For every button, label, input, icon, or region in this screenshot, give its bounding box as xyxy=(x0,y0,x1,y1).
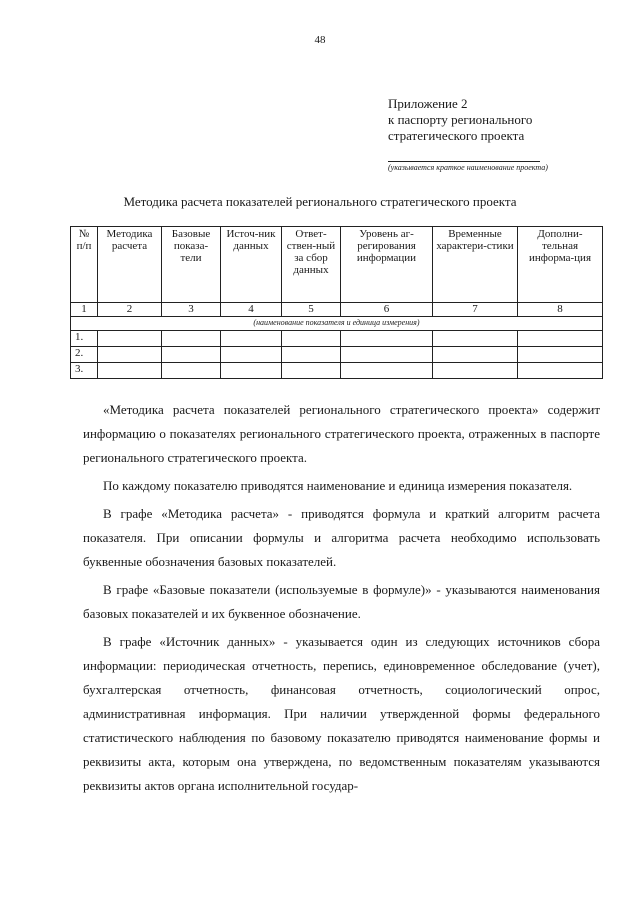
appendix-title: Приложение 2 xyxy=(388,96,468,111)
column-number: 5 xyxy=(282,303,341,317)
table-cell xyxy=(341,347,433,363)
page-number: 48 xyxy=(314,34,326,46)
indicator-note-row xyxy=(71,317,603,331)
table-cell xyxy=(98,363,162,379)
table-row xyxy=(71,331,603,347)
column-number: 4 xyxy=(221,303,282,317)
table-header-cell: Источ-ник данных xyxy=(221,227,282,303)
table-header-cell: Уровень аг-регирования информации xyxy=(341,227,433,303)
table-cell xyxy=(98,347,162,363)
table-row xyxy=(71,347,603,363)
column-number: 6 xyxy=(341,303,433,317)
paragraph: В графе «Источник данных» - указывается один из следующих источников сбора информации: периодическая отчетность, перепись, единовременное обследование (учет), бухгалтерская отчетность, финансовая отчетность, социологический опрос, административная информация. При наличии утвержденной формы федерального статистического наблюдения по базовому показателю приводятся наименование формы и реквизиты акта, которым она утверждена, по ведомственным показателям указываются реквизиты актов органа исполнительной государ- xyxy=(83,634,600,793)
column-number: 7 xyxy=(433,303,518,317)
table-cell xyxy=(341,331,433,347)
row-number: 2. xyxy=(71,347,98,363)
table-header-cell: Базовые показа-тели xyxy=(162,227,221,303)
indicator-note: (наименование показателя и единица измерения) xyxy=(71,317,603,331)
table-row xyxy=(71,363,603,379)
table-header-row xyxy=(71,227,603,303)
table-cell xyxy=(518,331,603,347)
column-number-row xyxy=(71,303,603,317)
body-text xyxy=(83,398,600,802)
table-cell xyxy=(221,347,282,363)
project-name-line xyxy=(388,161,540,162)
paragraph: По каждому показателю приводятся наименование и единица измерения показателя. xyxy=(103,478,573,493)
column-number: 8 xyxy=(518,303,603,317)
table-cell xyxy=(518,363,603,379)
appendix-line: стратегического проекта xyxy=(388,128,525,143)
row-number: 3. xyxy=(71,363,98,379)
appendix-block xyxy=(388,96,532,144)
methodology-table xyxy=(70,226,603,379)
table-cell xyxy=(433,363,518,379)
table-cell xyxy=(282,363,341,379)
column-number: 3 xyxy=(162,303,221,317)
table-cell xyxy=(282,331,341,347)
paragraph: В графе «Методика расчета» - приводятся формула и краткий алгоритм расчета показателя. При описании формулы и алгоритма расчета необходимо использовать буквенные обозначения базовых показателей. xyxy=(83,506,600,569)
paragraph: «Методика расчета показателей регионального стратегического проекта» содержит информацию о показателях регионального стратегического проекта, отраженных в паспорте регионального стратегического проекта. xyxy=(83,402,600,465)
table-header-cell: Дополни-тельная информа-ция xyxy=(518,227,603,303)
row-number: 1. xyxy=(71,331,98,347)
project-name-caption: (указывается краткое наименование проекта) xyxy=(388,163,548,172)
table-cell xyxy=(282,347,341,363)
table-cell xyxy=(98,331,162,347)
table-cell xyxy=(162,363,221,379)
table-cell xyxy=(221,331,282,347)
document-title: Методика расчета показателей регионального стратегического проекта xyxy=(123,194,517,209)
table-cell xyxy=(433,347,518,363)
column-number: 2 xyxy=(98,303,162,317)
table-cell xyxy=(518,347,603,363)
table-header-cell: Методика расчета xyxy=(98,227,162,303)
table-header-cell: № п/п xyxy=(71,227,98,303)
paragraph: В графе «Базовые показатели (используемые в формуле)» - указываются наименования базовых показателей и их буквенное обозначение. xyxy=(83,582,600,621)
table-header-cell: Временные характери-стики xyxy=(433,227,518,303)
column-number: 1 xyxy=(71,303,98,317)
table-cell xyxy=(433,331,518,347)
table-cell xyxy=(341,363,433,379)
table-cell xyxy=(162,347,221,363)
table-cell xyxy=(221,363,282,379)
table-cell xyxy=(162,331,221,347)
appendix-line: к паспорту регионального xyxy=(388,112,533,127)
table-header-cell: Ответ-ствен-ный за сбор данных xyxy=(282,227,341,303)
